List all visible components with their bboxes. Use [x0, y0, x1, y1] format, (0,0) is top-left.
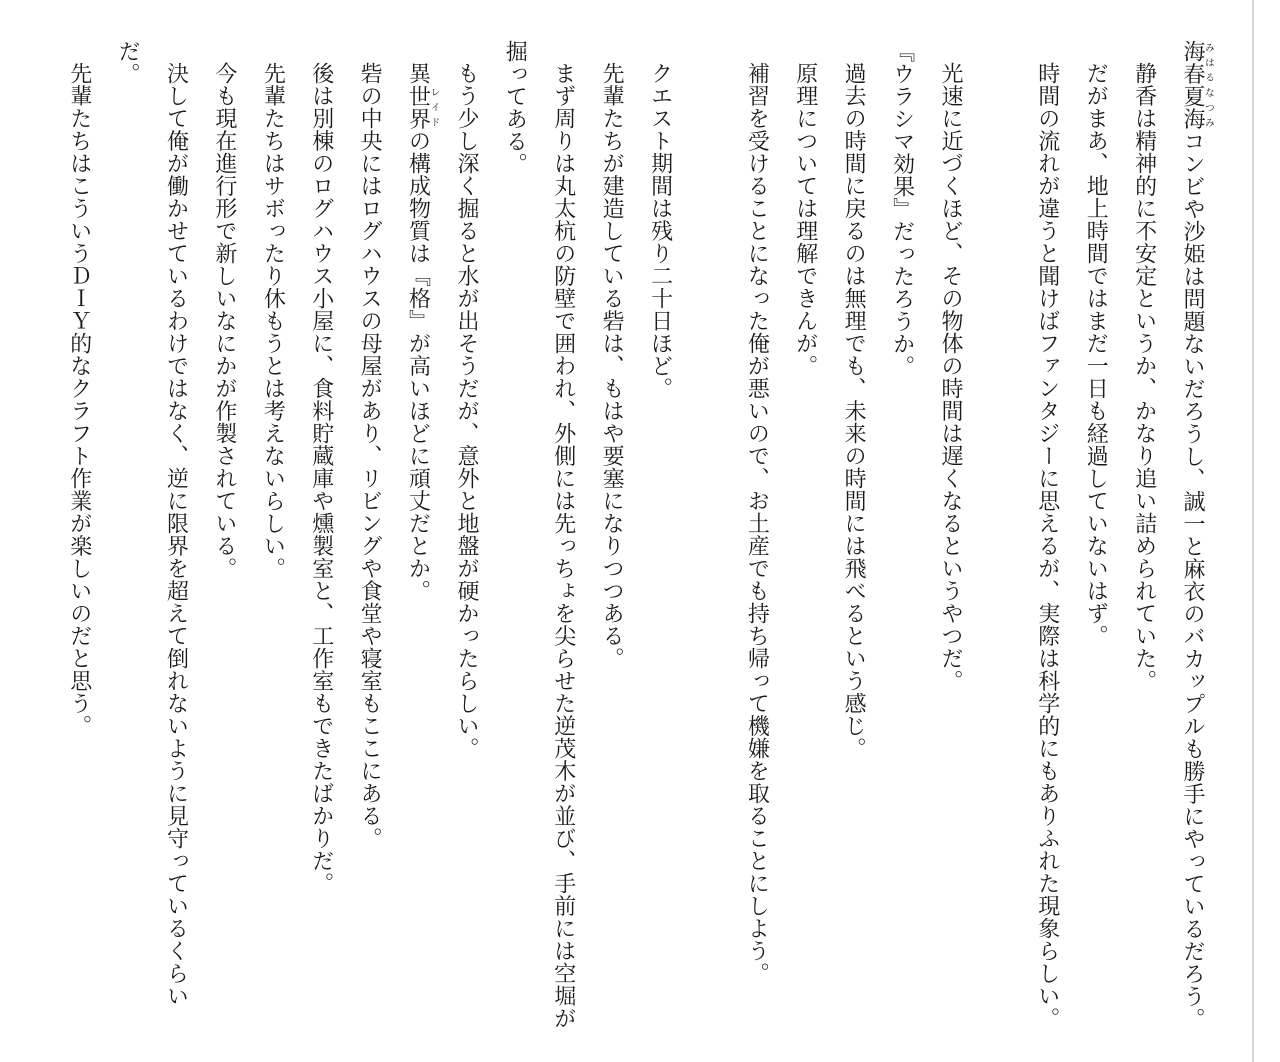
paragraph [393, 40, 441, 1040]
paragraph [635, 40, 683, 1040]
paragraph-text: 今も現在進行形で新しいなにかが作製されている。 [211, 62, 237, 580]
paragraph-text: 原理については理解できんが。 [792, 62, 818, 377]
paragraph [926, 40, 974, 1040]
paragraph [877, 40, 925, 1040]
paragraph-text: 決して俺が働かせているわけではなく、逆に限界を超えて倒れないように見守っているくらいだ。 [115, 40, 189, 1007]
paragraph [1119, 40, 1167, 1040]
paragraph-text: クエスト期間は残り二十日ほど。 [647, 62, 673, 400]
paragraph-text: 異 [405, 62, 431, 85]
paragraph [1071, 40, 1119, 1040]
paragraph-text: 静香は精神的に不安定というか、かなり追い詰められていた。 [1131, 62, 1157, 692]
paragraph [587, 40, 635, 1040]
paragraph [732, 40, 780, 1040]
page-edge-divider [1252, 0, 1254, 1062]
furigana-ruby [405, 84, 440, 130]
ruby-base: 世界 [405, 84, 431, 130]
furigana-ruby [1180, 40, 1214, 130]
paragraph-text: 砦の中央にはログハウスの母屋があり、リビングや食堂や寝室もここにある。 [357, 62, 383, 850]
paragraph-text: 光速に近づくほど、その物体の時間は遅くなるというやつだ。 [937, 62, 963, 692]
paragraph-text: 過去の時間に戻るのは無理でも、未来の時間には飛べるという感じ。 [841, 62, 867, 760]
paragraph [296, 40, 344, 1040]
paragraph [442, 40, 490, 1040]
blank-line [684, 40, 732, 1040]
paragraph [103, 40, 200, 1040]
paragraph-text: もう少し深く掘ると水が出そうだが、意外と地盤が硬かったらしい。 [453, 62, 479, 760]
paragraph-text: 後は別棟のログハウス小屋に、食料貯蔵庫や燻製室と、工作室もできたばかりだ。 [308, 62, 334, 895]
ruby-reading: レイド [428, 84, 440, 130]
paragraph-text: 時間の流れが違うと聞けばファンタジーに思えるが、実際は科学的にもありふれた現象らしい。 [1034, 62, 1060, 1030]
paragraph [54, 40, 102, 1040]
paragraph-text: 補習を受けることになった俺が悪いので、お土産でも持ち帰って機嫌を取ることにしよう。 [744, 62, 770, 985]
paragraph [780, 40, 828, 1040]
paragraph-text: の構成物質は『格』が高いほどに頑丈だとか。 [405, 129, 431, 602]
vertical-text-body [26, 40, 1216, 1040]
paragraph-text: 先輩たちはサボったり休もうとは考えないらしい。 [260, 62, 286, 580]
ruby-reading: みはるなつみ [1203, 40, 1214, 130]
paragraph [248, 40, 296, 1040]
paragraph [490, 40, 587, 1040]
paragraph [345, 40, 393, 1040]
paragraph-text: 『ウラシマ効果』だったろうか。 [889, 40, 915, 378]
paragraph [1168, 40, 1216, 1040]
blank-line [974, 40, 1022, 1040]
paragraph [200, 40, 248, 1040]
paragraph-text: だがまあ、地上時間ではまだ一日も経過していないはず。 [1083, 62, 1109, 647]
ruby-base: 海春夏海 [1180, 40, 1205, 130]
paragraph [1022, 40, 1070, 1040]
paragraph-text: まず周りは丸太杭の防壁で囲われ、外側には先っちょを尖らせた逆茂木が並び、手前には空堀が掘ってある。 [502, 40, 576, 1030]
paragraph-text: 先輩たちはこういうＤＩＹ的なクラフト作業が楽しいのだと思う。 [66, 62, 92, 737]
paragraph-text: 先輩たちが建造している砦は、もはや要塞になりつつある。 [599, 62, 625, 670]
paragraph [829, 40, 877, 1040]
paragraph-text: コンビや沙姫は問題ないだろうし、誠一と麻衣のバカップルも勝手にやっているだろう。 [1180, 130, 1205, 1030]
